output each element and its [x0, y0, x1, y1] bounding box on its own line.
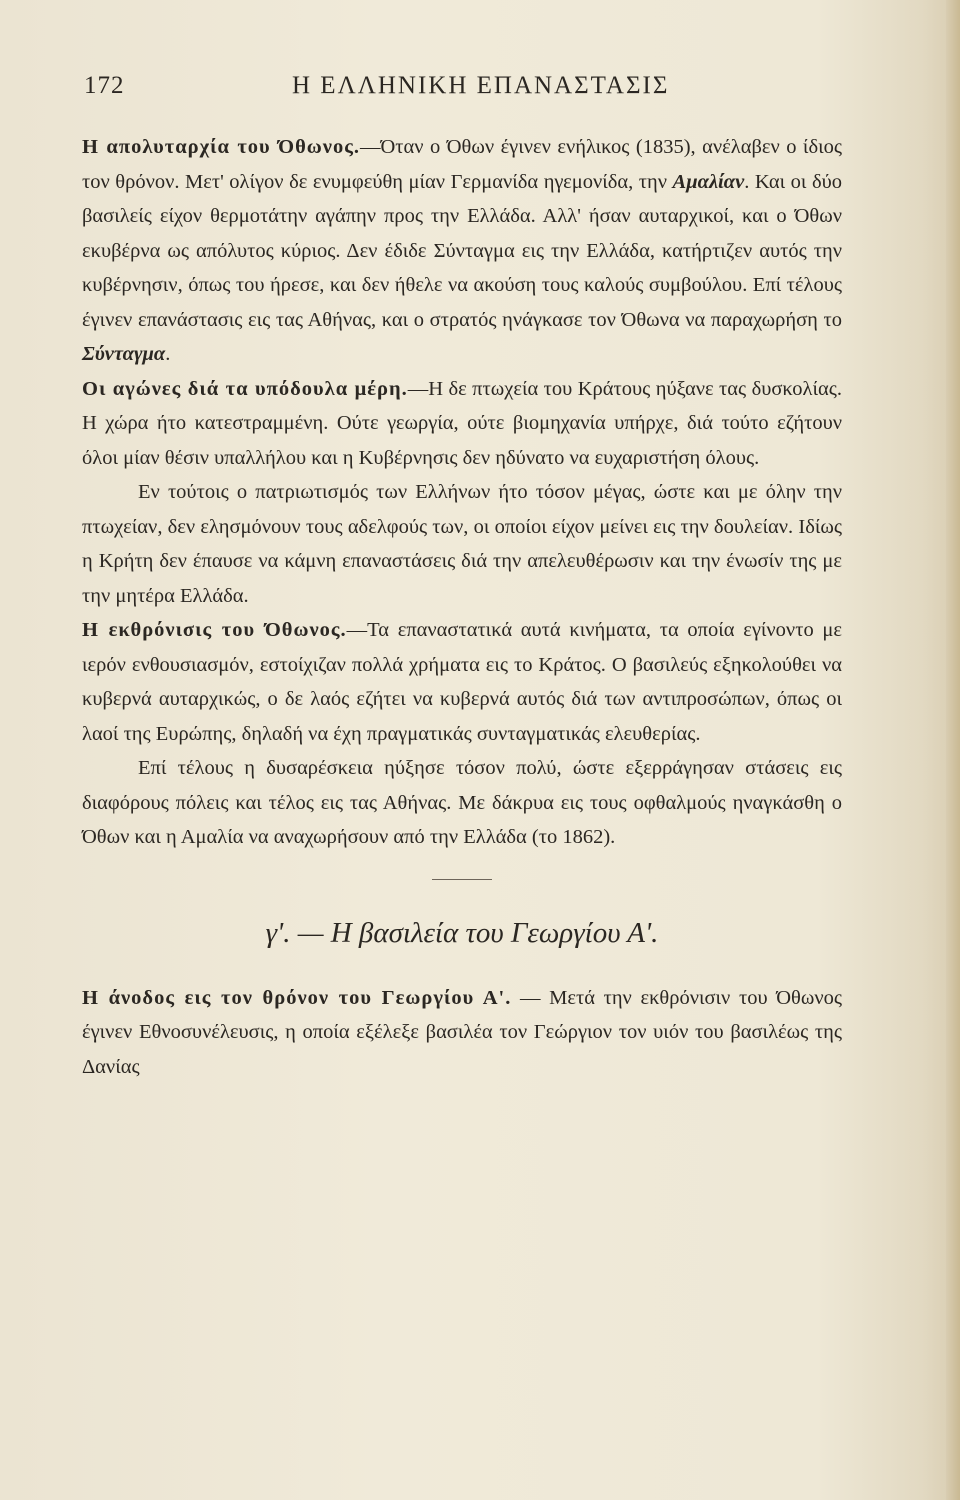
paragraph-text: — Μετά την εκθρόνισιν του Όθωνος έγινεν Εθνοσυνέλευσις, η οποία εξέλεξε βασιλέα τον Γεώργιον τον υιόν του βασιλέως της Δανίας [82, 986, 842, 1078]
paragraph-heading: Οι αγώνες διά τα υπόδουλα μέρη. [82, 377, 408, 400]
section-title: γ'. — Η βασιλεία του Γεωργίου Α'. [265, 916, 659, 949]
paragraph-text: —Η δε πτωχεία του Κράτους ηύξανε τας δυσκολίας. Η χώρα ήτο κατεστραμμένη. Ούτε γεωργία, ούτε βιομηχανία υπήρχε, διά τούτο εζήτουν όλοι μίαν θέσιν υπαλλήλου και η Κυβέρνησις δεν ηδύνατο να ευχαριστήση όλους. [82, 377, 842, 469]
body-text [82, 130, 842, 1084]
page-edge [946, 0, 960, 1500]
paragraph-george-accession [82, 981, 842, 1085]
paragraph-text: . Και οι δύο βασιλείς είχον θερμοτάτην αγάπην προς την Ελλάδα. Αλλ' ήσαν αυταρχικοί, και ο Όθων εκυβέρνα ως απόλυτος κύριος. Δεν έδιδε Σύνταγμα εις την Ελλάδα, κατήρτιζεν αυτός την κυβέρνησιν, όπως του ήρεσε, και δεν ήθελε να ακούση τους καλούς συμβούλου. Επί τέλους έγινεν επανάστασις εις τας Αθήνας, και ο στρατός ηνάγκασε τον Όθωνα να παραχωρήση το [82, 170, 843, 331]
paragraph-patriotism [82, 475, 842, 613]
paragraph-struggles [82, 372, 842, 476]
paragraph-heading: Η άνοδος εις τον θρόνον του Γεωργίου Α'. [82, 986, 512, 1009]
paragraph-text: Εν τούτοις ο πατριωτισμός των Ελλήνων ήτο τόσον μέγας, ώστε και με όλην την πτωχείαν, δεν ελησμόνουν τους αδελφούς των, οι οποίοι είχον μείνει εις την δουλείαν. Ιδίως η Κρήτη δεν έπαυσε να κάμνη επαναστάσεις διά την απελευθέρωσιν και την ένωσίν της με την μητέρα Ελλάδα. [82, 481, 842, 607]
running-title: Η ΕΛΛΗΝΙΚΗ ΕΠΑΝΑΣΤΑΣΙΣ [292, 72, 670, 99]
paragraph-departure [82, 751, 842, 855]
page-header [84, 72, 850, 100]
emphasis: Σύνταγμα [82, 343, 166, 365]
paragraph-heading: Η εκθρόνισις του Όθωνος. [82, 619, 347, 641]
paragraph-heading: Η απολυταρχία του Όθωνος. [82, 136, 360, 158]
page-number: 172 [84, 72, 125, 99]
emphasis: Αμαλίαν [672, 170, 745, 193]
paragraph-absolutism [82, 130, 842, 372]
section-divider [82, 855, 842, 889]
paragraph-text: Επί τέλους η δυσαρέσκεια ηύξησε τόσον πολύ, ώστε εξερράγησαν στάσεις εις διαφόρους πόλεις και τέλος εις τας Αθήνας. Με δάκρυα εις τους οφθαλμούς ηναγκάσθη ο Όθων και η Αμαλία να αναχωρήσουν από την Ελλάδα (το 1862). [82, 757, 842, 848]
paragraph-text: . [165, 343, 171, 365]
paragraph-text: —Όταν ο Όθων έγινεν ενήλικος (1835), ανέλαβεν ο ίδιος τον θρόνον. Μετ' ολίγον δε ενυμφεύθη μίαν Γερμανίδα ηγεμονίδα, την [82, 136, 842, 193]
paragraph-dethronement [82, 613, 842, 751]
paragraph-text: —Τα επαναστατικά αυτά κινήματα, τα οποία εγίνοντο με ιερόν ενθουσιασμόν, εστοίχιζαν πολλά χρήματα εις το Κράτος. Ο βασιλεύς εξηκολούθει να κυβερνά αυταρχικώς, ο δε λαός εζήτει να κυβερνά αυτός διά των αντιπροσώπων, όπως οι λαοί της Ευρώπης, δηλαδή να έχη πραγματικάς συνταγματικάς ελευθερίας. [82, 619, 842, 745]
